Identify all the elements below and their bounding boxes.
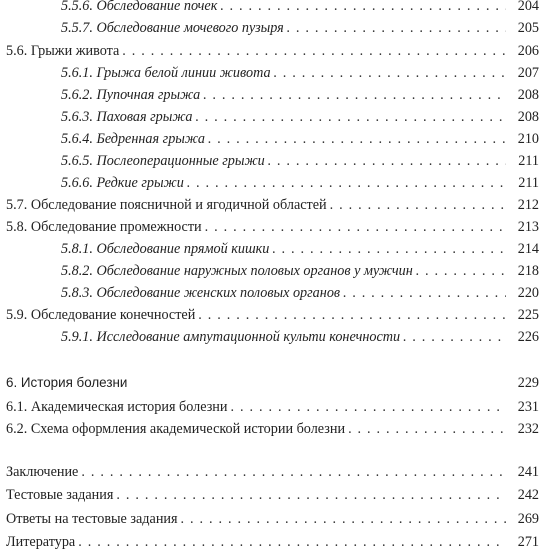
toc-entry-page-number: 214 xyxy=(517,241,539,257)
toc-entry[interactable] xyxy=(0,461,547,483)
toc-entry-page-number: 207 xyxy=(517,65,539,81)
dot-leader xyxy=(208,128,506,150)
dot-leader xyxy=(81,461,506,483)
dot-leader xyxy=(187,172,506,194)
toc-entry-title: 5.7. Обследование поясничной и ягодичной областей xyxy=(6,197,327,213)
dot-leader xyxy=(220,0,506,17)
toc-entry-page-number: 208 xyxy=(517,87,539,103)
dot-leader xyxy=(330,194,506,216)
toc-entry-title: Заключение xyxy=(6,464,79,480)
dot-leader xyxy=(287,17,506,39)
toc-entry-page-number: 211 xyxy=(518,153,539,169)
toc-entry[interactable] xyxy=(0,372,547,394)
dot-leader xyxy=(231,396,507,418)
dot-leader xyxy=(116,484,506,506)
toc-entry[interactable] xyxy=(0,62,547,84)
dot-leader xyxy=(403,326,506,348)
toc-entry-page-number: 232 xyxy=(517,421,539,437)
toc-entry-title: 6. История болезни xyxy=(6,375,128,390)
toc-entry-title: 5.9.1. Исследование ампутационной культи конечности xyxy=(61,329,401,345)
toc-entry-page-number: 241 xyxy=(517,464,539,480)
toc-entry[interactable] xyxy=(0,17,547,39)
toc-entry-page-number: 204 xyxy=(517,0,539,14)
toc-entry-title: 5.6.5. Послеоперационные грыжи xyxy=(61,153,265,169)
dot-leader xyxy=(122,40,506,62)
dot-leader xyxy=(198,304,506,326)
toc-entry-title: 5.6.6. Редкие грыжи xyxy=(61,175,184,191)
toc-entry-page-number: 212 xyxy=(517,197,539,213)
toc-entry-page-number: 206 xyxy=(517,43,539,59)
toc-entry[interactable] xyxy=(0,40,547,62)
toc-entry-page-number: 225 xyxy=(517,307,539,323)
toc-entry[interactable] xyxy=(0,396,547,418)
toc-entry-page-number: 229 xyxy=(517,375,539,391)
toc-entry[interactable] xyxy=(0,304,547,326)
toc-entry-page-number: 220 xyxy=(517,285,539,301)
toc-entry[interactable] xyxy=(0,418,547,440)
toc-entry-page-number: 271 xyxy=(517,534,539,550)
toc-entry-title: 6.2. Схема оформления академической истории болезни xyxy=(6,421,346,437)
toc-entry-title: 5.6.1. Грыжа белой линии живота xyxy=(61,65,271,81)
dot-leader xyxy=(416,260,506,282)
toc-entry[interactable] xyxy=(0,0,547,17)
toc-entry[interactable] xyxy=(0,508,547,530)
toc-entry-title: 5.8. Обследование промежности xyxy=(6,219,202,235)
toc-entry[interactable] xyxy=(0,282,547,304)
toc-entry-title: 5.5.7. Обследование мочевого пузыря xyxy=(61,20,284,36)
toc-entry-page-number: 205 xyxy=(517,20,539,36)
toc-entry[interactable] xyxy=(0,260,547,282)
toc-entry[interactable] xyxy=(0,150,547,172)
toc-entry[interactable] xyxy=(0,238,547,260)
dot-leader xyxy=(348,418,506,440)
dot-leader xyxy=(268,150,506,172)
toc-entry-page-number: 208 xyxy=(517,109,539,125)
toc-entry-page-number: 213 xyxy=(517,219,539,235)
toc-entry-page-number: 242 xyxy=(517,487,539,503)
toc-entry[interactable] xyxy=(0,216,547,238)
toc-entry-title: 5.6.2. Пупочная грыжа xyxy=(61,87,201,103)
toc-entry-title: 5.8.3. Обследование женских половых органов xyxy=(61,285,341,301)
dot-leader xyxy=(205,216,506,238)
toc-entry[interactable] xyxy=(0,326,547,348)
toc-entry-title: 5.8.1. Обследование прямой кишки xyxy=(61,241,270,257)
toc-entry-title: Тестовые задания xyxy=(6,487,114,503)
toc-entry-title: 5.8.2. Обследование наружных половых органов у мужчин xyxy=(61,263,413,279)
toc-entry-page-number: 211 xyxy=(518,175,539,191)
toc-entry-title: 5.6.3. Паховая грыжа xyxy=(61,109,193,125)
toc-entry[interactable] xyxy=(0,84,547,106)
dot-leader xyxy=(343,282,506,304)
toc-entry[interactable] xyxy=(0,128,547,150)
toc-entry-title: 5.9. Обследование конечностей xyxy=(6,307,196,323)
toc-entry[interactable] xyxy=(0,172,547,194)
toc-entry-title: 6.1. Академическая история болезни xyxy=(6,399,228,415)
dot-leader xyxy=(195,106,506,128)
toc-entry-page-number: 226 xyxy=(517,329,539,345)
dot-leader xyxy=(203,84,506,106)
toc-entry-title: 5.6.4. Бедренная грыжа xyxy=(61,131,206,147)
toc-entry-title: Ответы на тестовые задания xyxy=(6,511,178,527)
toc-entry[interactable] xyxy=(0,484,547,506)
toc-entry-page-number: 269 xyxy=(517,511,539,527)
toc-entry-title: 5.5.6. Обследование почек xyxy=(61,0,218,14)
dot-leader xyxy=(272,238,506,260)
toc-entry-page-number: 210 xyxy=(517,131,539,147)
dot-leader xyxy=(274,62,506,84)
dot-leader xyxy=(78,531,506,553)
toc-entry-title: 5.6. Грыжи живота xyxy=(6,43,120,59)
toc-entry[interactable] xyxy=(0,531,547,553)
toc-entry-page-number: 231 xyxy=(517,399,539,415)
toc-entry-page-number: 218 xyxy=(517,263,539,279)
toc-entry-title: Литература xyxy=(6,534,76,550)
toc-entry[interactable] xyxy=(0,194,547,216)
toc-entry[interactable] xyxy=(0,106,547,128)
dot-leader xyxy=(181,508,506,530)
